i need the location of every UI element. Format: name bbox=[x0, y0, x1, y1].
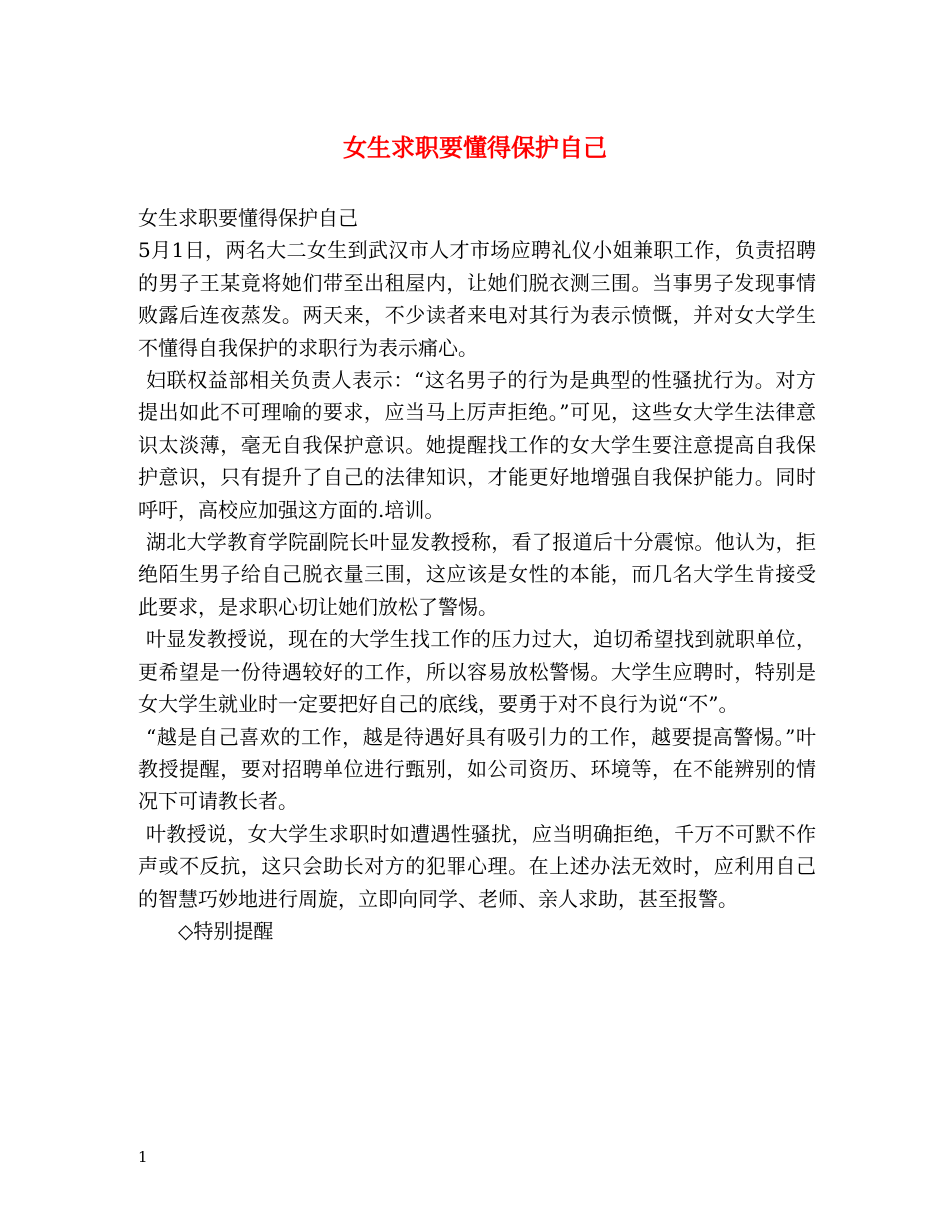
paragraph: 5月1日，两名大二女生到武汉市人才市场应聘礼仪小姐兼职工作，负责招聘的男子王某竟将她们带至出租屋内，让她们脱衣测三围。当事男子发现事情败露后连夜蒸发。两天来，不少读者来电对其行为表示愤慨，并对女大学生不懂得自我保护的求职行为表示痛心。 bbox=[138, 238, 816, 360]
section-heading-special-reminder: ◇特别提醒 bbox=[178, 918, 274, 943]
document-title: 女生求职要懂得保护自己 bbox=[343, 133, 607, 162]
paragraph-heading: 女生求职要懂得保护自己 bbox=[138, 206, 358, 230]
paragraph: 叶教授说，女大学生求职时如遭遇性骚扰，应当明确拒绝，千万不可默不作声或不反抗，这只会助长对方的犯罪心理。在上述办法无效时，应利用自己的智慧巧妙地进行周旋，立即向同学、老师、亲人求助，甚至报警。 bbox=[138, 821, 816, 911]
paragraph: 湖北大学教育学院副院长叶显发教授称，看了报道后十分震惊。他认为，拒绝陌生男子给自己脱衣量三围，这应该是女性的本能，而几名大学生肯接受此要求，是求职心切让她们放松了警惕。 bbox=[138, 530, 816, 619]
page-number: 1 bbox=[138, 1148, 148, 1166]
document-body bbox=[138, 202, 816, 947]
paragraph: 叶显发教授说，现在的大学生找工作的压力过大，迫切希望找到就职单位，更希望是一份待遇较好的工作，所以容易放松警惕。大学生应聘时，特别是女大学生就业时一定要把好自己的底线，要勇于对不良行为说“不”。 bbox=[138, 627, 816, 717]
paragraph: “越是自己喜欢的工作，越是待遇好具有吸引力的工作，越要提高警惕。”叶教授提醒，要对招聘单位进行甄别，如公司资历、环境等，在不能辨别的情况下可请教长者。 bbox=[138, 724, 816, 814]
paragraph: 妇联权益部相关负责人表示：“这名男子的行为是典型的性骚扰行为。对方提出如此不可理喻的要求，应当马上厉声拒绝。”可见，这些女大学生法律意识太淡薄，毫无自我保护意识。她提醒找工作的女大学生要注意提高自我保护意识，只有提升了自己的法律知识，才能更好地增强自我保护能力。同时呼吁，高校应加强这方面的.培训。 bbox=[138, 368, 816, 522]
